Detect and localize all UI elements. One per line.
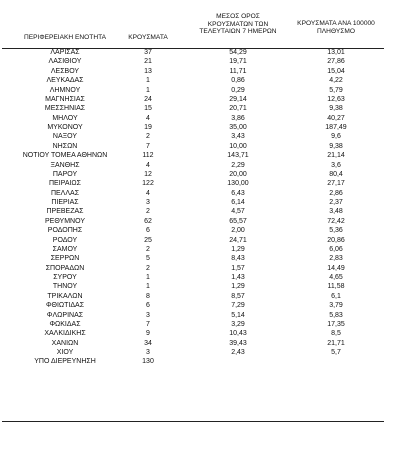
cell-cases: 8: [146, 292, 150, 300]
cell-cases: 2: [146, 133, 150, 141]
cell-avg-7-days: 2,43: [231, 349, 245, 356]
cell-region: ΝΗΣΩΝ: [52, 142, 78, 150]
cell-avg-7-days: 39,43: [229, 339, 247, 347]
cell-cases-per-100000: 40,27: [327, 114, 345, 122]
table-row: [0, 189, 416, 198]
table-row: [0, 207, 416, 216]
table-row: [0, 226, 416, 235]
header-cases-per-100000: ΚΡΟΥΣΜΑΤΑ ΑΝΑ 100000 ΠΛΗΘΥΣΜΟ: [297, 20, 375, 35]
cell-cases-per-100000: 12,63: [327, 95, 345, 103]
cell-cases-per-100000: 5,7: [331, 349, 341, 356]
cell-region: ΝΟΤΙΟΥ ΤΟΜΕΑ ΑΘΗΝΩΝ: [22, 152, 108, 160]
table-row: [0, 170, 416, 179]
cell-region: ΧΑΛΚΙΔΙΚΗΣ: [44, 330, 86, 338]
cell-cases-per-100000: 5,83: [329, 311, 343, 319]
cell-cases: 6: [146, 302, 150, 310]
cell-cases: 3: [146, 199, 150, 206]
cell-avg-7-days: 6,43: [231, 189, 245, 197]
cell-cases: 3: [146, 311, 150, 319]
table-row: [0, 95, 416, 104]
cell-avg-7-days: 20,71: [229, 105, 247, 113]
cell-region: ΠΕΛΛΑΣ: [50, 189, 80, 197]
cell-cases: 21: [144, 58, 152, 66]
cell-cases: 9: [146, 330, 150, 338]
table-row: [0, 114, 416, 123]
cell-cases-per-100000: 9,38: [329, 142, 343, 150]
table-header: [0, 13, 416, 47]
cell-region: ΣΕΡΡΩΝ: [50, 255, 80, 263]
cell-region: ΠΕΙΡΑΙΩΣ: [49, 180, 81, 188]
header-avg-7-days: ΜΕΣΟΣ ΟΡΟΣ ΚΡΟΥΣΜΑΤΩΝ ΤΩΝ ΤΕΛΕΥΤΑΙΩΝ 7 ΗΜΕΡΩΝ: [199, 13, 277, 36]
cell-avg-7-days: 143,71: [227, 152, 249, 160]
table-row: [0, 151, 416, 160]
table-row: [0, 132, 416, 141]
cell-region: ΣΠΟΡΑΔΩΝ: [45, 264, 85, 272]
cell-region: ΡΟΔΟΥ: [52, 236, 78, 244]
table-row: [0, 86, 416, 95]
cell-cases-per-100000: 4,65: [329, 274, 343, 281]
table-row: [0, 48, 416, 57]
cell-cases: 24: [144, 95, 152, 103]
cell-cases: 2: [146, 245, 150, 253]
cell-cases-per-100000: 21,71: [327, 339, 345, 347]
cell-avg-7-days: 10,00: [229, 142, 247, 150]
cell-cases: 34: [144, 339, 152, 347]
table-bottom-divider: [2, 421, 384, 422]
cell-region: ΥΠΟ ΔΙΕΡΕΥΝΗΣΗ: [34, 358, 96, 366]
cell-region: ΡΕΘΥΜΝΟΥ: [44, 217, 85, 225]
cell-avg-7-days: 1,29: [231, 245, 245, 253]
cell-cases-per-100000: 27,17: [327, 180, 345, 188]
cell-cases: 122: [142, 180, 154, 188]
table-body: [0, 48, 416, 367]
cell-avg-7-days: 11,71: [229, 67, 247, 75]
cell-region: ΣΑΜΟΥ: [52, 245, 78, 253]
table-row: [0, 329, 416, 338]
cell-avg-7-days: 130,00: [227, 180, 249, 188]
cell-cases: 62: [144, 217, 152, 225]
cell-avg-7-days: 10,43: [229, 330, 247, 338]
cell-cases-per-100000: 72,42: [327, 217, 345, 225]
cell-region: ΠΙΕΡΙΑΣ: [51, 199, 79, 206]
cell-cases-per-100000: 11,58: [327, 283, 345, 291]
cell-avg-7-days: 3,43: [231, 133, 245, 141]
cell-region: ΛΗΜΝΟΥ: [49, 86, 81, 94]
cell-region: ΛΑΡΙΣΑΣ: [50, 49, 80, 56]
cell-avg-7-days: 8,57: [231, 292, 245, 300]
cell-cases: 130: [142, 358, 154, 366]
table-row: [0, 76, 416, 85]
cell-cases-per-100000: 14,49: [327, 264, 345, 272]
cell-cases-per-100000: 5,79: [329, 86, 343, 94]
cell-cases: 13: [144, 67, 152, 75]
cell-avg-7-days: 0,29: [231, 86, 245, 94]
cell-region: ΜΥΚΟΝΟΥ: [47, 124, 83, 131]
cell-cases-per-100000: 5,36: [329, 227, 343, 235]
table-row: [0, 57, 416, 66]
cell-cases: 7: [146, 142, 150, 150]
cell-cases-per-100000: 6,06: [329, 245, 343, 253]
header-region: ΠΕΡΙΦΕΡΕΙΑΚΗ ΕΝΟΤΗΤΑ: [23, 34, 107, 41]
cell-cases-per-100000: 4,22: [329, 77, 343, 85]
cell-region: ΠΡΕΒΕΖΑΣ: [46, 208, 84, 216]
cell-region: ΝΑΞΟΥ: [52, 133, 78, 141]
table-row: [0, 282, 416, 291]
table-row: [0, 104, 416, 113]
cell-cases: 4: [146, 161, 150, 169]
cell-region: ΦΘΙΩΤΙΔΑΣ: [45, 302, 85, 310]
cell-cases-per-100000: 3,6: [331, 161, 341, 169]
table-row: [0, 357, 416, 366]
cell-region: ΧΙΟΥ: [56, 349, 74, 356]
cell-cases: 112: [142, 152, 154, 160]
table-row: [0, 236, 416, 245]
cell-avg-7-days: 19,71: [229, 58, 247, 66]
table-row: [0, 292, 416, 301]
header-cases: ΚΡΟΥΣΜΑΤΑ: [128, 34, 168, 41]
table-row: [0, 273, 416, 282]
table-row: [0, 123, 416, 132]
cell-region: ΧΑΝΙΩΝ: [51, 339, 79, 347]
cell-cases-per-100000: 9,38: [329, 105, 343, 113]
table-row: [0, 320, 416, 329]
cell-cases: 4: [146, 114, 150, 122]
cell-cases: 1: [146, 283, 150, 291]
cell-cases-per-100000: 27,86: [327, 58, 345, 66]
table-row: [0, 254, 416, 263]
cell-region: ΣΥΡΟΥ: [53, 274, 77, 281]
cell-avg-7-days: 1,29: [231, 283, 245, 291]
cell-cases-per-100000: 17,35: [327, 320, 345, 328]
cell-cases-per-100000: 8,5: [331, 330, 341, 338]
cell-cases: 1: [146, 77, 150, 85]
cell-region: ΤΡΙΚΑΛΩΝ: [47, 292, 83, 300]
cell-region: ΛΕΥΚΑΔΑΣ: [46, 77, 84, 85]
cell-cases: 6: [146, 227, 150, 235]
cell-region: ΛΕΣΒΟΥ: [50, 67, 80, 75]
cell-cases: 7: [146, 320, 150, 328]
cell-region: ΜΕΣΣΗΝΙΑΣ: [44, 105, 86, 113]
cell-cases-per-100000: 3,48: [329, 208, 343, 216]
cell-avg-7-days: 4,57: [231, 208, 245, 216]
cell-avg-7-days: 3,86: [231, 114, 245, 122]
cell-cases: 1: [146, 86, 150, 94]
cell-cases-per-100000: 21,14: [327, 152, 345, 160]
table-row: [0, 67, 416, 76]
cell-avg-7-days: 2,29: [231, 161, 245, 169]
cell-cases-per-100000: 9,6: [331, 133, 341, 141]
cell-avg-7-days: 54,29: [229, 49, 247, 56]
cell-cases-per-100000: 2,37: [329, 199, 343, 206]
cell-cases-per-100000: 15,04: [327, 67, 345, 75]
cell-cases: 37: [144, 49, 152, 56]
cell-cases: 15: [144, 105, 152, 113]
table-row: [0, 179, 416, 188]
cell-region: ΠΑΡΟΥ: [52, 170, 78, 178]
cell-avg-7-days: 65,57: [229, 217, 247, 225]
cell-region: ΡΟΔΟΠΗΣ: [47, 227, 83, 235]
cell-cases-per-100000: 80,4: [329, 170, 343, 178]
table-row: [0, 217, 416, 226]
cell-avg-7-days: 24,71: [229, 236, 247, 244]
cell-region: ΦΛΩΡΙΝΑΣ: [46, 311, 84, 319]
table-row: [0, 339, 416, 348]
cell-cases: 25: [144, 236, 152, 244]
table-row: [0, 311, 416, 320]
cell-avg-7-days: 3,29: [231, 320, 245, 328]
cell-cases: 3: [146, 349, 150, 356]
cell-cases: 2: [146, 264, 150, 272]
table-row: [0, 245, 416, 254]
table-row: [0, 264, 416, 273]
cell-cases: 19: [144, 124, 152, 131]
cell-avg-7-days: 6,14: [231, 199, 245, 206]
table-row: [0, 301, 416, 310]
cell-region: ΦΩΚΙΔΑΣ: [49, 320, 81, 328]
cell-cases: 12: [144, 170, 152, 178]
cell-avg-7-days: 29,14: [229, 95, 247, 103]
table-row: [0, 198, 416, 207]
cell-region: ΜΑΓΝΗΣΙΑΣ: [45, 95, 85, 103]
cell-cases: 5: [146, 255, 150, 263]
cell-region: ΤΗΝΟΥ: [52, 283, 78, 291]
cell-avg-7-days: 1,43: [231, 274, 245, 281]
cell-avg-7-days: 0,86: [231, 77, 245, 85]
cell-avg-7-days: 8,43: [231, 255, 245, 263]
cell-avg-7-days: 2,00: [231, 227, 245, 235]
cell-avg-7-days: 35,00: [229, 124, 247, 131]
cell-cases: 4: [146, 189, 150, 197]
cell-cases-per-100000: 3,79: [329, 302, 343, 310]
table-row: [0, 161, 416, 170]
cell-region: ΛΑΣΙΘΙΟΥ: [48, 58, 82, 66]
cell-region: ΜΗΛΟΥ: [52, 114, 78, 122]
cell-cases-per-100000: 2,86: [329, 189, 343, 197]
cell-avg-7-days: 20,00: [229, 170, 247, 178]
cell-cases-per-100000: 2,83: [329, 255, 343, 263]
cell-avg-7-days: 5,14: [231, 311, 245, 319]
cell-cases-per-100000: 20,86: [327, 236, 345, 244]
cell-cases-per-100000: 13,01: [327, 49, 345, 56]
table-row: [0, 348, 416, 357]
cell-avg-7-days: 1,57: [231, 264, 245, 272]
cell-cases: 2: [146, 208, 150, 216]
table-row: [0, 142, 416, 151]
cell-cases-per-100000: 6,1: [331, 292, 341, 300]
cell-region: ΞΑΝΘΗΣ: [50, 161, 80, 169]
cell-cases: 1: [146, 274, 150, 281]
cell-avg-7-days: 7,29: [231, 302, 245, 310]
cell-cases-per-100000: 187,49: [325, 124, 347, 131]
